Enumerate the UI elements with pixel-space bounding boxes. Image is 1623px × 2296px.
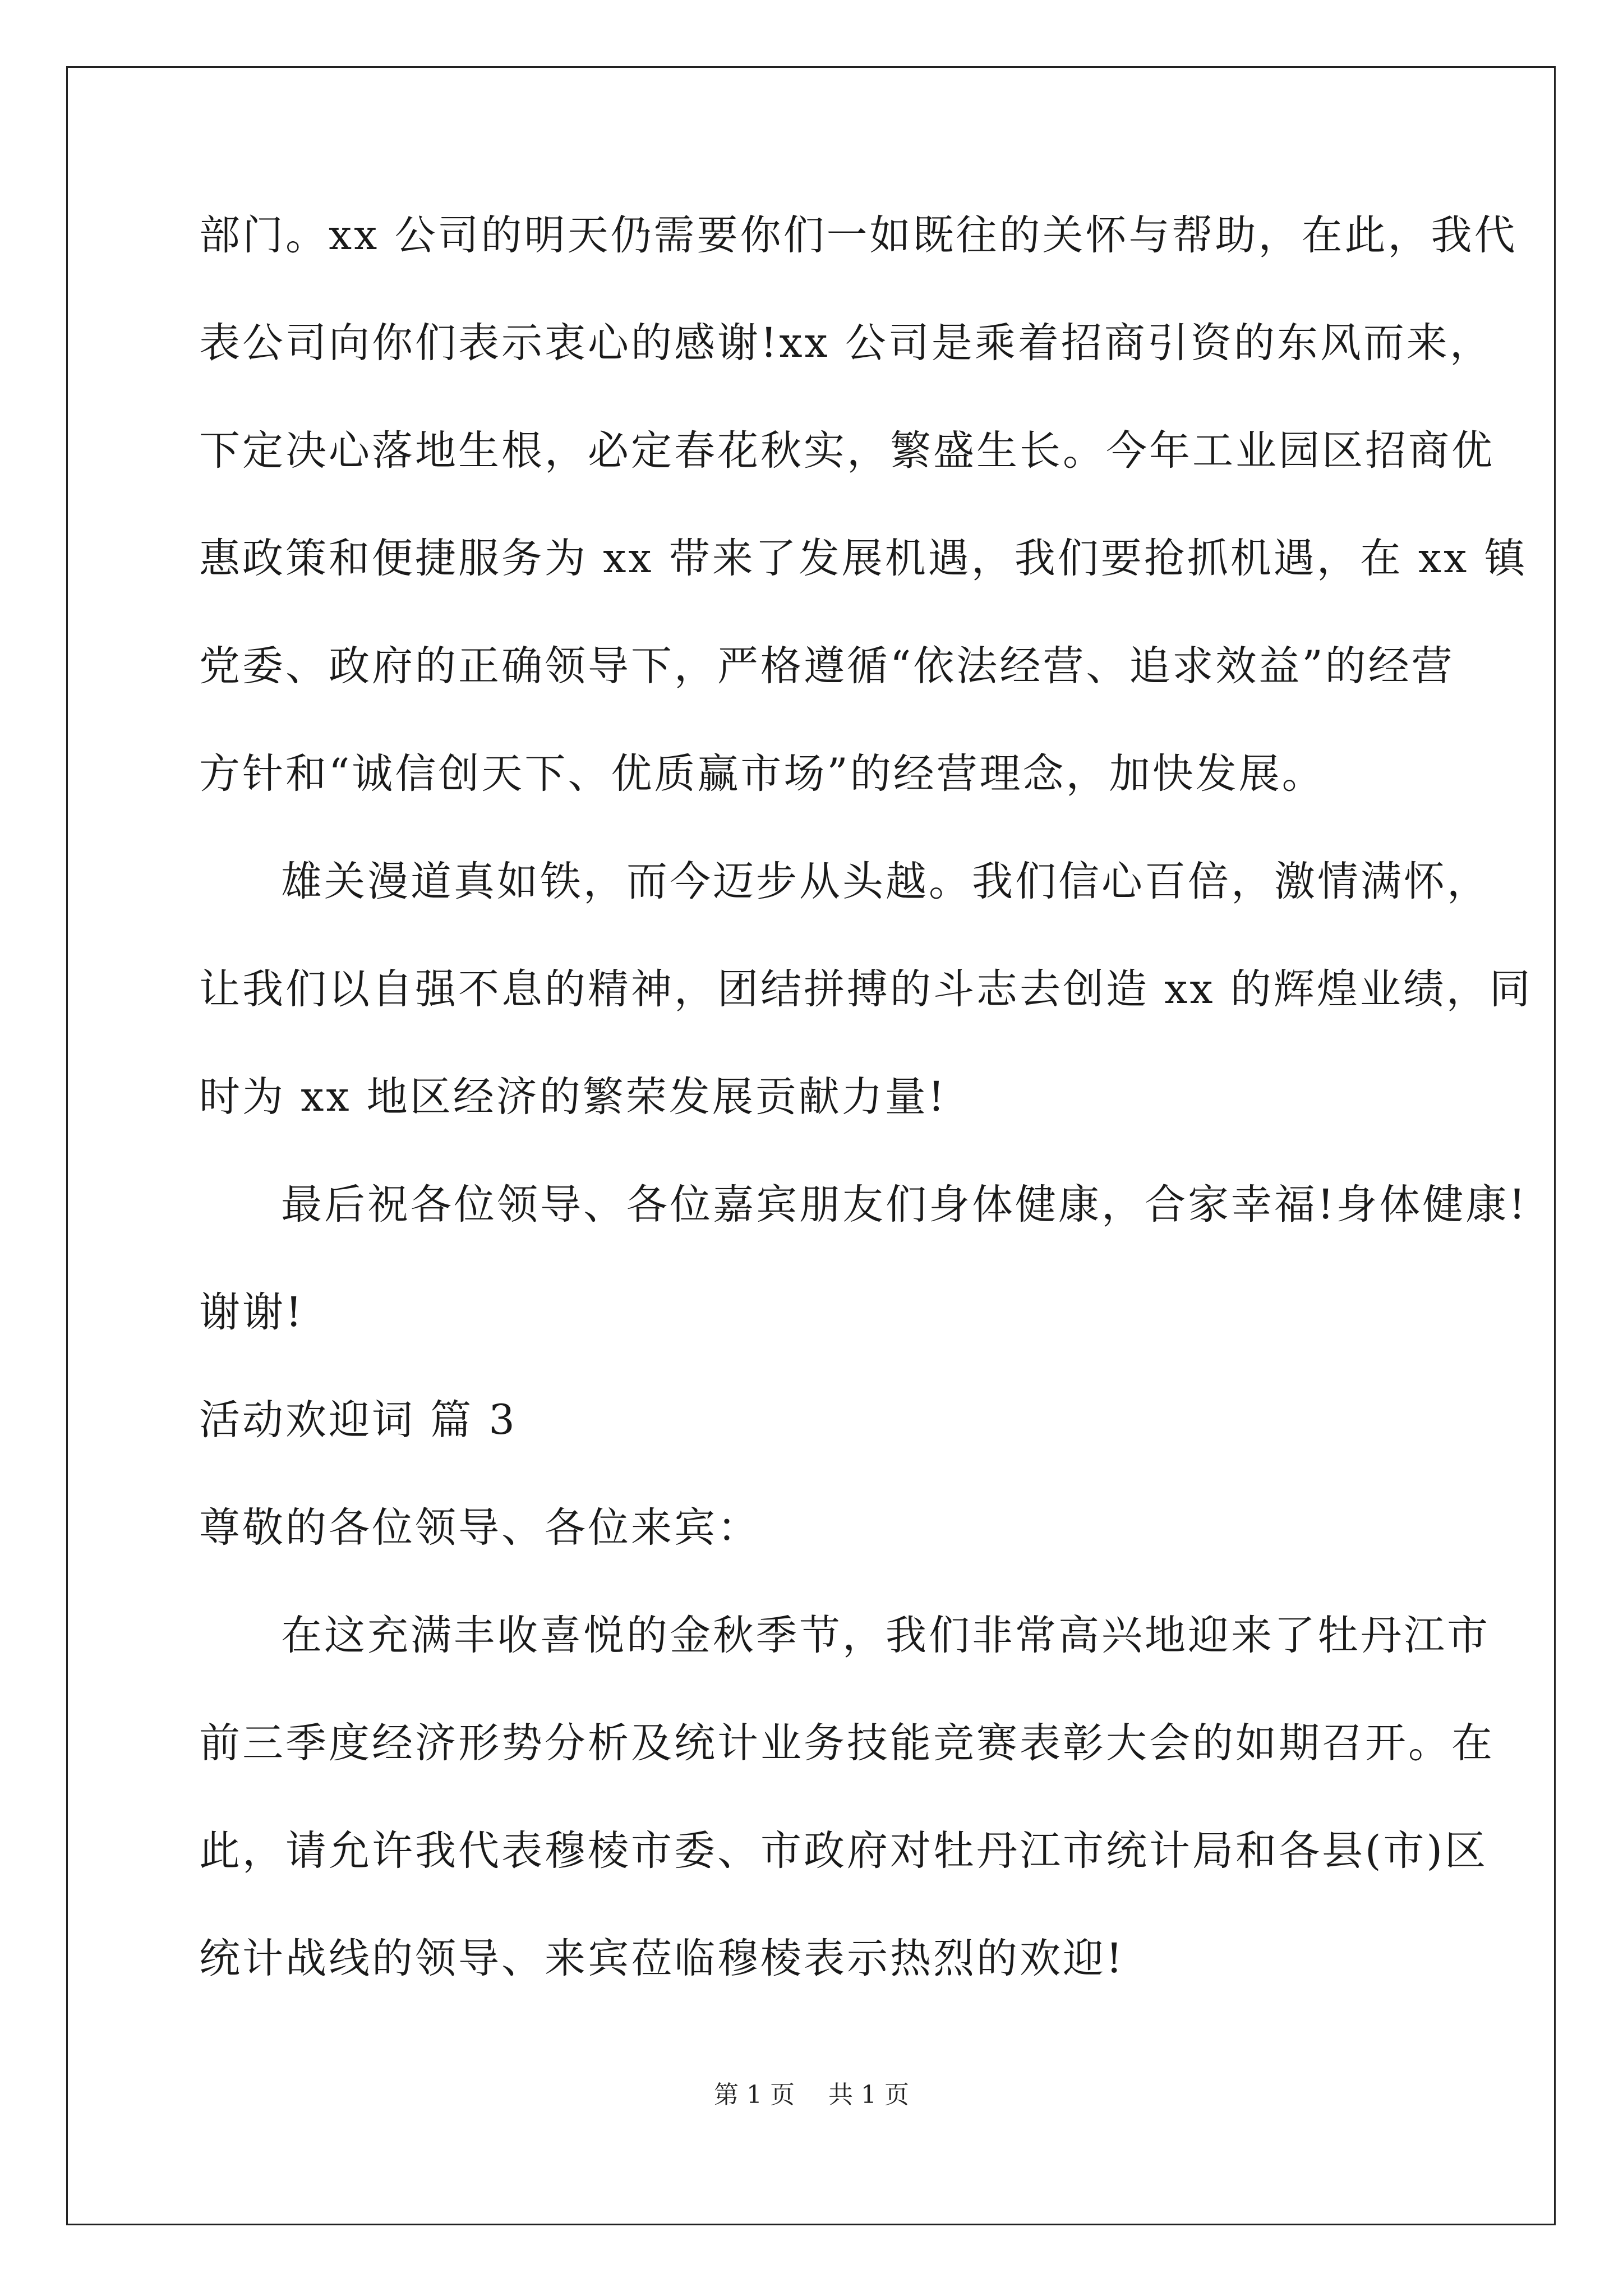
page-number: 第 1 页 (714, 2081, 795, 2109)
text-line: 惠政策和便捷服务为 xx 带来了发展机遇，我们要抢抓机遇，在 xx 镇 (199, 535, 1528, 582)
page-border (66, 66, 1556, 2225)
text-line: 下定决心落地生根，必定春花秋实，繁盛生长。今年工业园区招商优 (199, 427, 1495, 475)
text-line: 时为 xx 地区经济的繁荣发展贡献力量! (199, 1073, 947, 1121)
text-line: 谢谢! (199, 1289, 305, 1336)
paragraph-first-line: 最后祝各位领导、各位嘉宾朋友们身体健康，合家幸福!身体健康! (281, 1181, 1528, 1228)
page-total: 共 1 页 (828, 2081, 909, 2109)
paragraph-first-line: 在这充满丰收喜悦的金秋季节，我们非常高兴地迎来了牡丹江市 (281, 1612, 1490, 1659)
paragraph-first-line: 雄关漫道真如铁，而今迈步从头越。我们信心百倍，激情满怀， (281, 858, 1490, 905)
salutation: 尊敬的各位领导、各位来宾： (199, 1504, 760, 1552)
text-line: 方针和“诚信创天下、优质赢市场”的经营理念，加快发展。 (199, 750, 1325, 798)
text-line: 党委、政府的正确领导下，严格遵循“依法经营、追求效益”的经营 (199, 642, 1455, 690)
text-line: 此，请允许我代表穆棱市委、市政府对牡丹江市统计局和各县(市)区 (199, 1827, 1488, 1875)
text-line: 表公司向你们表示衷心的感谢!xx 公司是乘着招商引资的东风而来， (199, 319, 1493, 367)
text-line: 让我们以自强不息的精神，团结拼搏的斗志去创造 xx 的辉煌业绩，同 (199, 965, 1533, 1013)
section-heading: 活动欢迎词 篇 3 (199, 1396, 517, 1444)
text-line: 前三季度经济形势分析及统计业务技能竞赛表彰大会的如期召开。在 (199, 1719, 1495, 1767)
page-footer (0, 2078, 1623, 2112)
text-line: 部门。xx 公司的明天仍需要你们一如既往的关怀与帮助，在此，我代 (199, 211, 1518, 259)
text-line: 统计战线的领导、来宾莅临穆棱表示热烈的欢迎! (199, 1935, 1125, 1982)
